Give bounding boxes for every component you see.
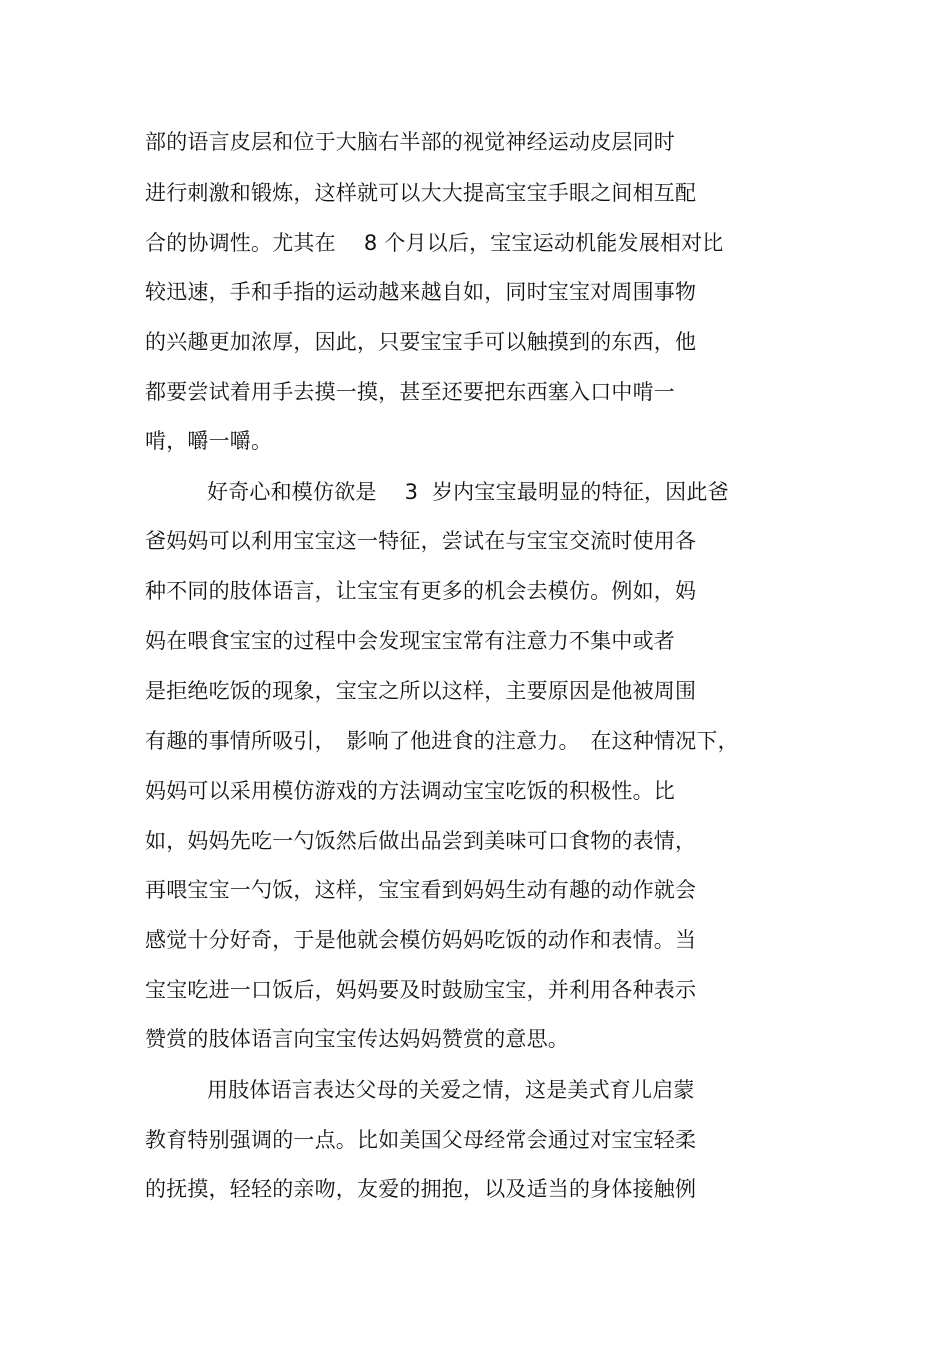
- text-line: 的兴趣更加浓厚，因此，只要宝宝手可以触摸到的东西，他: [145, 330, 697, 354]
- paragraph-start-line: 用肢体语言表达父母的关爱之情，这是美式育儿启蒙: [207, 1078, 695, 1102]
- text-line: 种不同的肢体语言，让宝宝有更多的机会去模仿。例如，妈: [145, 579, 697, 603]
- text-line: 部的语言皮层和位于大脑右半部的视觉神经运动皮层同时: [145, 130, 675, 154]
- text-line: 再喂宝宝一勺饭，这样，宝宝看到妈妈生动有趣的动作就会: [145, 878, 697, 902]
- text-line: 妈在喂食宝宝的过程中会发现宝宝常有注意力不集中或者: [145, 629, 675, 653]
- text-line: 如，妈妈先吃一勺饭然后做出品尝到美味可口食物的表情，: [145, 829, 697, 853]
- text-line: 是拒绝吃饭的现象，宝宝之所以这样，主要原因是他被周围: [145, 679, 697, 703]
- text-line: 啃，嚼一嚼。: [145, 429, 273, 453]
- text-line: 合的协调性。尤其在 8 个月以后，宝宝运动机能发展相对比: [145, 231, 724, 255]
- text-line: 有趣的事情所吸引， 影响了他进食的注意力。 在这种情况下，: [145, 729, 739, 753]
- text-line: 妈妈可以采用模仿游戏的方法调动宝宝吃饭的积极性。比: [145, 779, 675, 803]
- text-line: 教育特别强调的一点。比如美国父母经常会通过对宝宝轻柔: [145, 1128, 697, 1152]
- text-line: 的抚摸，轻轻的亲吻，友爱的拥抱，以及适当的身体接触例: [145, 1177, 697, 1201]
- text-line: 赞赏的肢体语言向宝宝传达妈妈赞赏的意思。: [145, 1027, 569, 1051]
- text-line: 较迅速，手和手指的运动越来越自如，同时宝宝对周围事物: [145, 280, 697, 304]
- paragraph-start-line: 好奇心和模仿欲是 3 岁内宝宝最明显的特征，因此爸: [207, 480, 729, 504]
- text-line: 爸妈妈可以利用宝宝这一特征，尝试在与宝宝交流时使用各: [145, 529, 697, 553]
- text-line: 宝宝吃进一口饭后，妈妈要及时鼓励宝宝，并利用各种表示: [145, 978, 697, 1002]
- text-line: 都要尝试着用手去摸一摸，甚至还要把东西塞入口中啃一: [145, 380, 675, 404]
- text-line: 进行刺激和锻炼，这样就可以大大提高宝宝手眼之间相互配: [145, 181, 697, 205]
- text-line: 感觉十分好奇，于是他就会模仿妈妈吃饭的动作和表情。当: [145, 928, 697, 952]
